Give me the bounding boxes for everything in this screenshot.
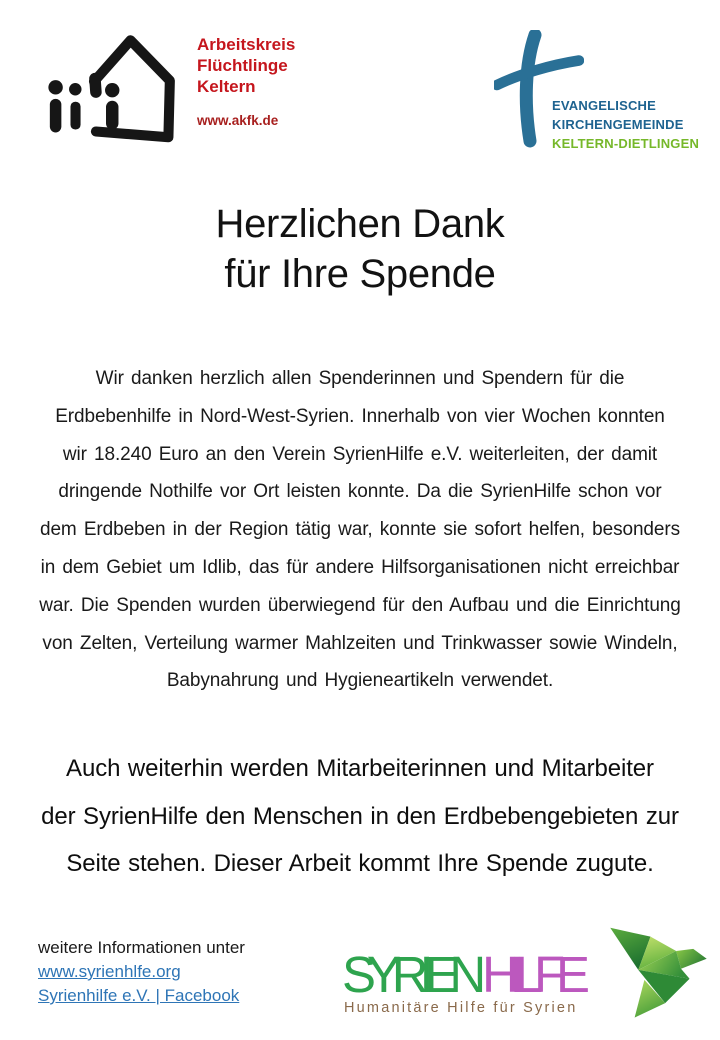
body-line: dem Erdbeben in der Region tätig war, konnte sie sofort helfen, besonders <box>40 519 680 541</box>
church-name-line: KIRCHENGEMEINDE <box>552 117 684 132</box>
title-line-1: Herzlichen Dank <box>215 202 505 246</box>
wordmark-syrien: SYRIEN <box>342 948 487 1000</box>
wordmark-hilfe: HILFE <box>482 948 590 1000</box>
closing-paragraph <box>18 745 702 888</box>
body-line: dringende Nothilfe vor Ort leisten konnte. Da die SyrienHilfe schon vor <box>58 481 662 503</box>
title-line-2: für Ihre Spende <box>224 252 496 296</box>
body-line: Babynahrung und Hygieneartikeln verwendet. <box>166 670 554 692</box>
syrienhilfe-logo <box>342 944 714 1034</box>
footer-info-block <box>38 936 245 1008</box>
syrienhilfe-website-link[interactable]: www.syrienhlfe.org <box>38 962 181 981</box>
closing-line: Seite stehen. Dieser Arbeit kommt Ihre Spende zugute. <box>66 850 654 877</box>
body-paragraph <box>30 360 690 700</box>
church-name-line: KELTERN-DIETLINGEN <box>552 136 700 151</box>
body-line: in dem Gebiet um Idlib, das für andere Hilfsorganisationen nicht erreichbar <box>40 556 680 578</box>
house-people-icon <box>46 26 190 164</box>
akfk-name-line: Flüchtlinge <box>197 56 288 75</box>
akfk-url-text: www.akfk.de <box>197 113 279 128</box>
body-line: Wir danken herzlich allen Spenderinnen und Spendern für die <box>95 368 625 389</box>
church-name-line: EVANGELISCHE <box>552 98 657 113</box>
akfk-name-line: Keltern <box>197 77 256 96</box>
body-line: wir 18.240 Euro an den Verein SyrienHilfe e.V. weiterleiten, der damit <box>62 443 658 465</box>
origami-bird-icon <box>598 920 714 1022</box>
syrienhilfe-wordmark <box>342 948 594 1000</box>
church-logo <box>494 30 710 165</box>
akfk-logo-text <box>197 26 295 164</box>
closing-line: Auch weiterhin werden Mitarbeiterinnen und Mitarbeiter <box>66 755 654 782</box>
closing-line: der SyrienHilfe den Menschen in den Erdbebengebieten zur <box>41 802 679 830</box>
body-line: von Zelten, Verteilung warmer Mahlzeiten und Trinkwasser sowie Windeln, <box>42 632 678 654</box>
footer-info-label: weitere Informationen unter <box>38 938 245 957</box>
body-line: Erdbebenhilfe in Nord-West-Syrien. Innerhalb von vier Wochen konnten <box>55 405 665 427</box>
church-logo-text <box>552 96 699 153</box>
body-line: war. Die Spenden wurden überwiegend für den Aufbau und die Einrichtung <box>39 594 681 616</box>
akfk-name-line: Arbeitskreis <box>197 35 296 54</box>
svg-text:SYRIEN HILFE <box>342 948 590 1000</box>
page-title <box>0 199 720 299</box>
akfk-logo <box>46 26 295 164</box>
syrienhilfe-tagline: Humanitäre Hilfe für Syrien <box>344 1000 578 1016</box>
syrienhilfe-facebook-link[interactable]: Syrienhilfe e.V. | Facebook <box>38 986 240 1005</box>
